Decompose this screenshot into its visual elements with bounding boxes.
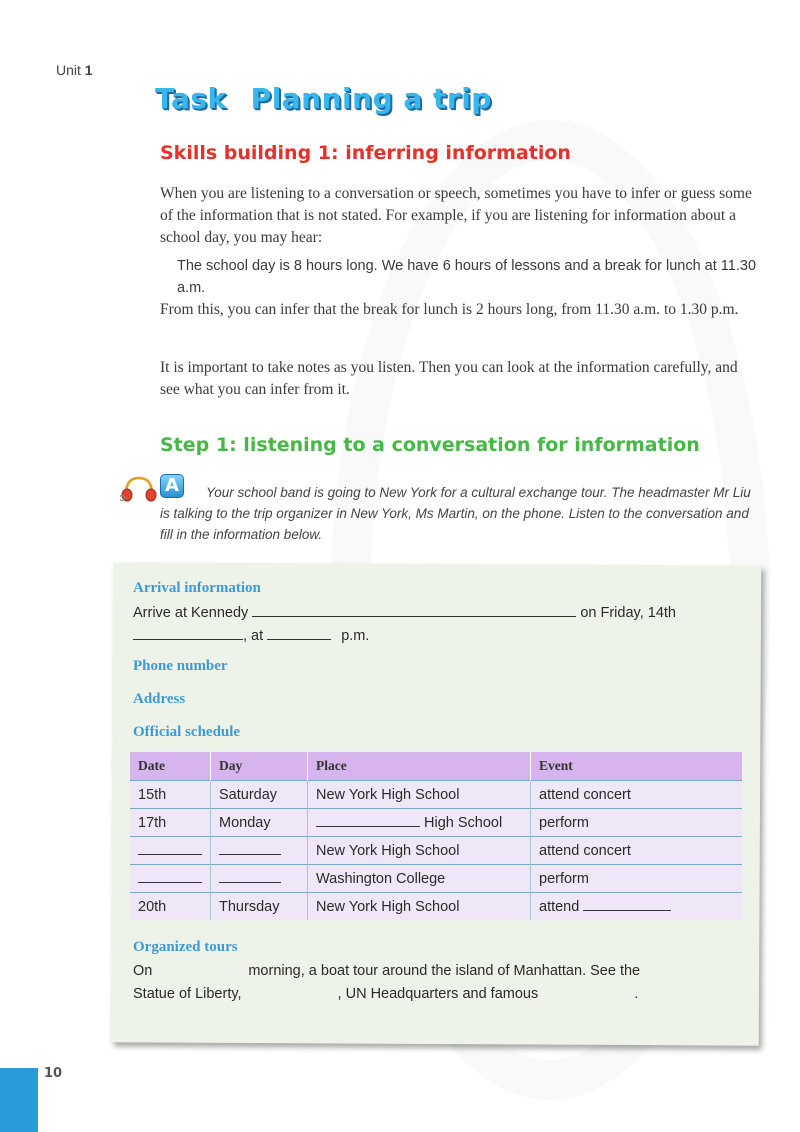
cell-day: Thursday xyxy=(211,893,308,921)
paragraph-intro: When you are listening to a conversation or speech, sometimes you have to infer or guess some of the information that is not stated. For example, if you are listening for information about a school day, you may hear: xyxy=(160,185,752,246)
arrive-line-2 xyxy=(133,625,369,644)
table-row xyxy=(130,781,742,809)
event-blank[interactable] xyxy=(583,898,671,911)
page-color-bar xyxy=(0,1068,38,1132)
cell-event xyxy=(531,893,743,921)
skills-heading: Skills building 1: inferring information xyxy=(160,142,571,164)
cell-place: New York High School xyxy=(308,893,531,921)
cell-day xyxy=(211,865,308,893)
col-day: Day xyxy=(211,752,308,781)
cell-date: 17th xyxy=(130,809,211,837)
date-blank[interactable] xyxy=(138,870,202,883)
arrival-heading: Arrival information xyxy=(133,580,261,596)
table-row xyxy=(130,893,742,921)
table-row xyxy=(130,837,742,865)
headphones-icon xyxy=(120,474,158,504)
tours-heading: Organized tours xyxy=(133,939,238,955)
cell-day: Monday xyxy=(211,809,308,837)
col-event: Event xyxy=(531,752,743,781)
cell-event: perform xyxy=(531,865,743,893)
unit-label xyxy=(56,62,93,78)
paragraph-inference: From this, you can infer that the break for lunch is 2 hours long, from 11.30 a.m. to 1.30 p.m. xyxy=(160,301,739,318)
event-text: attend xyxy=(539,899,580,915)
tours-text-1: morning, a boat tour around the island of Manhattan. See the xyxy=(248,963,641,979)
cell-date: 15th xyxy=(130,781,211,809)
step-heading: Step 1: listening to a conversation for information xyxy=(160,434,700,456)
address-heading: Address xyxy=(133,691,186,707)
exercise-instruction: Your school band is going to New York for a cultural exchange tour. The headmaster Mr Liu is talking to the trip organizer in New York, Ms Martin, on the phone. Listen to the conversation and fill in the information below. xyxy=(160,485,751,542)
cell-place: New York High School xyxy=(308,781,531,809)
page-number: 10 xyxy=(44,1066,63,1081)
day-blank[interactable] xyxy=(219,842,281,855)
school-blank[interactable] xyxy=(316,814,420,827)
cell-place: Washington College xyxy=(308,865,531,893)
cell-place: New York High School xyxy=(308,837,531,865)
title-planning: Planning a trip xyxy=(250,82,492,115)
tours-on-text: On xyxy=(133,963,153,979)
tours-period: . xyxy=(634,986,639,1002)
cell-place xyxy=(308,809,531,837)
date-blank[interactable] xyxy=(138,842,202,855)
cell-event: perform xyxy=(531,809,743,837)
unit-text: Unit xyxy=(56,62,81,78)
cell-day xyxy=(211,837,308,865)
day-blank[interactable] xyxy=(219,870,281,883)
airport-blank[interactable] xyxy=(252,602,576,617)
cell-date: 20th xyxy=(130,893,211,921)
friday-text: on Friday, 14th xyxy=(580,605,676,621)
cell-event: attend concert xyxy=(531,781,743,809)
example-quote: The school day is 8 hours long. We have 6 hours of lessons and a break for lunch at 11.30 a.m. xyxy=(177,258,757,296)
tours-line-1 xyxy=(133,963,640,979)
schedule-table xyxy=(130,752,742,920)
tours-text-2a: Statue of Liberty, xyxy=(133,986,242,1002)
cell-date xyxy=(130,865,211,893)
tours-text-2b: , UN Headquarters and famous xyxy=(337,986,539,1002)
page-title xyxy=(155,82,492,115)
pm-text: p.m. xyxy=(341,628,370,644)
paragraph-notes: It is important to take notes as you listen. Then you can look at the information carefully, and see what you can infer from it. xyxy=(160,359,738,398)
unit-number: 1 xyxy=(84,62,93,78)
tours-line-2 xyxy=(133,986,638,1002)
arrive-text: Arrive at Kennedy xyxy=(133,605,249,621)
phone-heading: Phone number xyxy=(133,658,228,674)
place-text: High School xyxy=(424,815,503,831)
arrive-line xyxy=(133,602,676,621)
cell-day: Saturday xyxy=(211,781,308,809)
title-task: Task xyxy=(155,82,227,115)
at-text: , at xyxy=(243,628,264,644)
flight-blank[interactable] xyxy=(133,625,243,640)
schedule-heading: Official schedule xyxy=(133,724,241,740)
cell-event: attend concert xyxy=(531,837,743,865)
table-row xyxy=(130,809,742,837)
cell-date xyxy=(130,837,211,865)
col-date: Date xyxy=(130,752,211,781)
exercise-badge: A xyxy=(160,474,184,498)
time-blank[interactable] xyxy=(267,625,331,640)
col-place: Place xyxy=(308,752,531,781)
table-row xyxy=(130,865,742,893)
schedule-header-row xyxy=(130,752,742,781)
